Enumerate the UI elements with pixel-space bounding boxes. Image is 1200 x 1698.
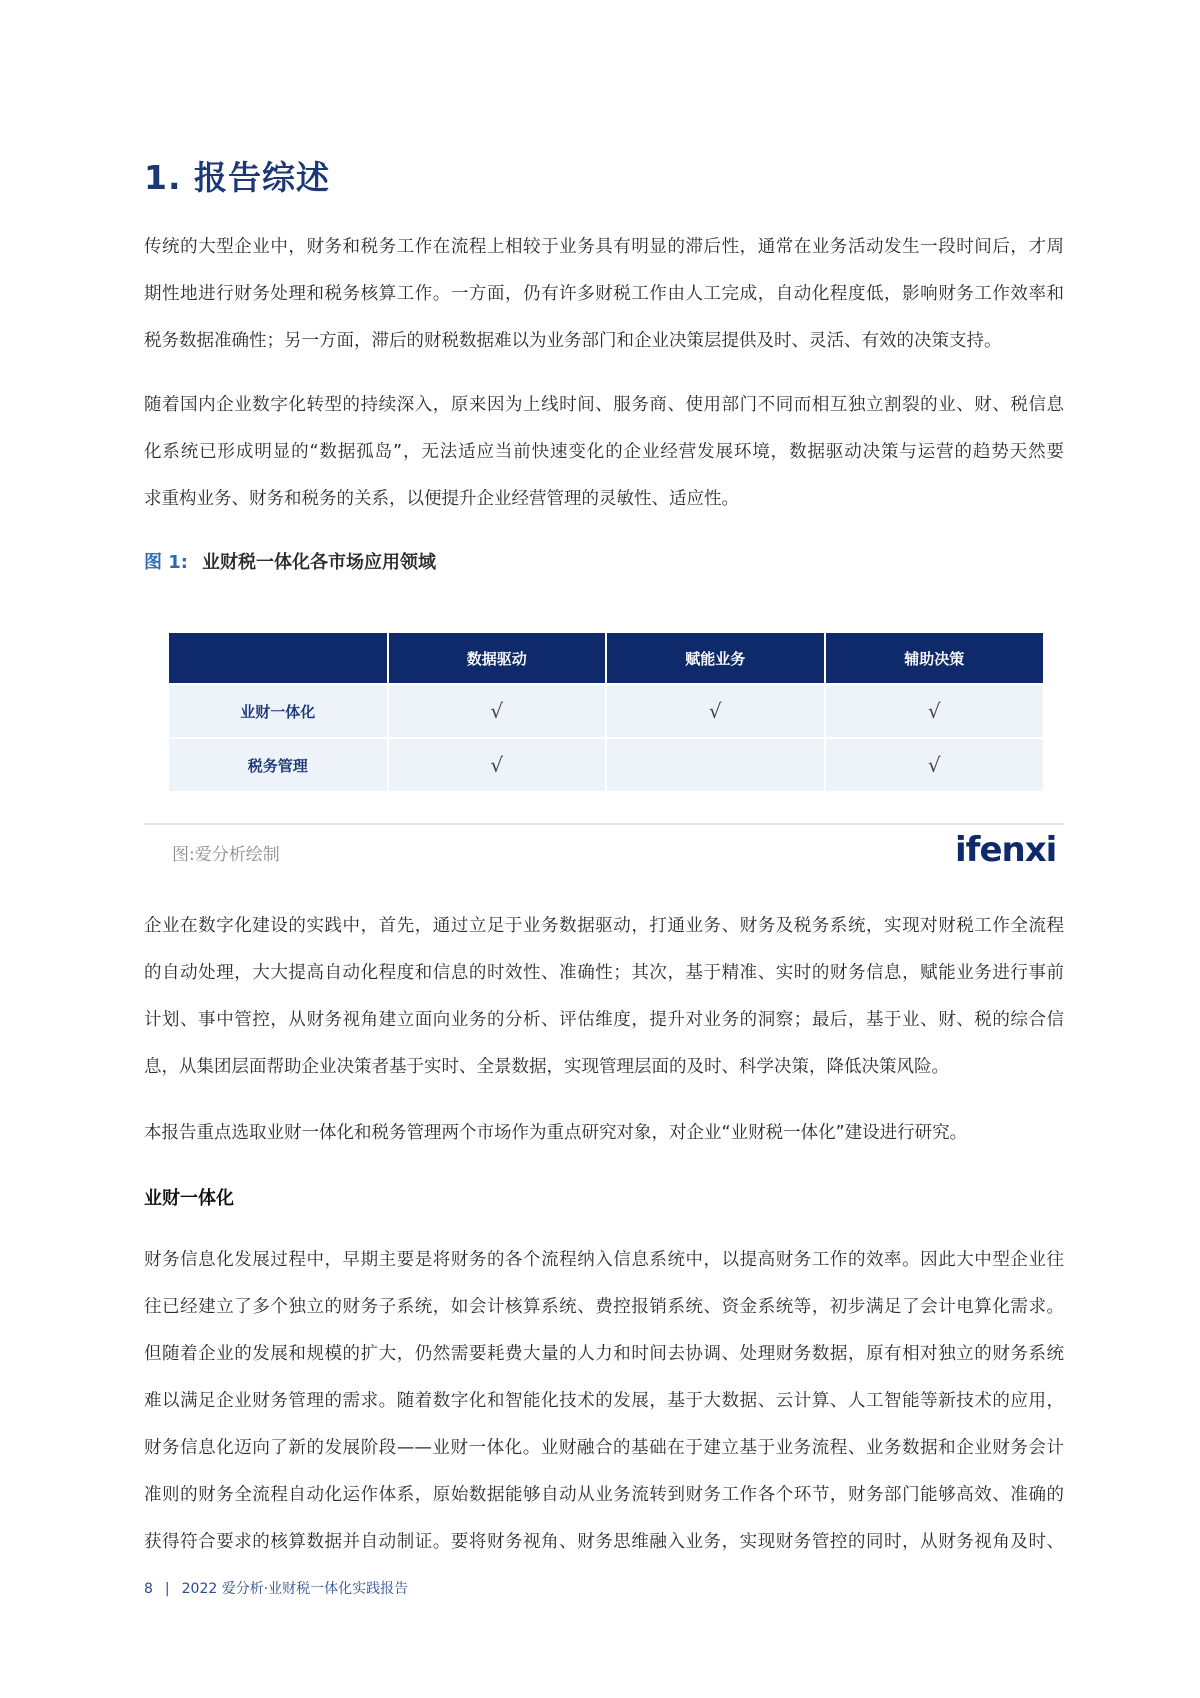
row-label: 税务管理 [169, 738, 388, 791]
text-line: 的自动处理，大大提高自动化程度和信息的时效性、准确性；其次，基于精准、实时的财务信息，赋能业务进行事前 [144, 963, 1064, 983]
row-label: 业财一体化 [169, 684, 388, 738]
check-icon: √ [825, 738, 1044, 791]
text-line: 本报告重点选取业财一体化和税务管理两个市场作为重点研究对象，对企业“业财税一体化”建设进行研究。 [144, 1123, 968, 1143]
text-line: 期性地进行财务处理和税务核算工作。一方面，仍有许多财税工作由人工完成，自动化程度低，影响财务工作效率和 [144, 284, 1064, 304]
page-footer [144, 1578, 408, 1598]
text-line: 化系统已形成明显的“数据孤岛”，无法适应当前快速变化的企业经营发展环境，数据驱动决策与运营的趋势天然要 [144, 442, 1064, 462]
paragraph-2 [144, 382, 1064, 523]
text-line: 准则的财务全流程自动化运作体系，原始数据能够自动从业务流转到财务工作各个环节，财务部门能够高效、准确的 [144, 1485, 1064, 1505]
check-icon: √ [388, 684, 607, 738]
document-title: 2022 爱分析·业财税一体化实践报告 [181, 1581, 409, 1597]
figure-source: 图:爱分析绘制 [172, 845, 280, 865]
table-header-row [169, 633, 1043, 684]
text-line: 往已经建立了多个独立的财务子系统，如会计核算系统、费控报销系统、资金系统等，初步满足了会计电算化需求。 [144, 1297, 1064, 1317]
text-line: 但随着企业的发展和规模的扩大，仍然需要耗费大量的人力和时间去协调、处理财务数据，原有相对独立的财务系统 [144, 1344, 1064, 1364]
check-icon: √ [606, 684, 825, 738]
header-cell: 赋能业务 [606, 633, 825, 684]
text-line: 随着国内企业数字化转型的持续深入，原来因为上线时间、服务商、使用部门不同而相互独立割裂的业、财、税信息 [144, 395, 1064, 415]
text-line: 企业在数字化建设的实践中，首先，通过立足于业务数据驱动，打通业务、财务及税务系统，实现对财税工作全流程 [144, 916, 1064, 936]
text-line: 传统的大型企业中，财务和税务工作在流程上相较于业务具有明显的滞后性，通常在业务活动发生一段时间后，才周 [144, 237, 1064, 257]
check-icon: √ [388, 738, 607, 791]
paragraph-1 [144, 224, 1064, 365]
page-number: 8 [144, 1581, 153, 1597]
empty-cell [606, 738, 825, 791]
paragraph-5 [144, 1237, 1064, 1566]
table-row [169, 738, 1043, 791]
footer-separator: | [164, 1581, 170, 1597]
figure-number: 图 1: [144, 552, 188, 573]
section-title: 1. 报告综述 [144, 158, 330, 197]
text-line: 财务信息化发展过程中，早期主要是将财务的各个流程纳入信息系统中，以提高财务工作的效率。因此大中型企业往 [144, 1250, 1064, 1270]
text-line: 税务数据准确性；另一方面，滞后的财税数据难以为业务部门和企业决策层提供及时、灵活、有效的决策支持。 [144, 331, 1002, 351]
header-cell [169, 633, 388, 684]
application-table [169, 633, 1043, 791]
paragraph-4 [144, 1110, 1064, 1157]
ifenxi-logo: ifenxi [955, 830, 1057, 870]
header-cell: 数据驱动 [388, 633, 607, 684]
text-line: 难以满足企业财务管理的需求。随着数字化和智能化技术的发展，基于大数据、云计算、人工智能等新技术的应用， [144, 1391, 1064, 1411]
text-line: 求重构业务、财务和税务的关系，以便提升企业经营管理的灵敏性、适应性。 [144, 489, 739, 509]
figure-caption [144, 548, 436, 574]
text-line: 财务信息化迈向了新的发展阶段——业财一体化。业财融合的基础在于建立基于业务流程、业务数据和企业财务会计 [144, 1438, 1064, 1458]
check-icon: √ [825, 684, 1044, 738]
paragraph-3 [144, 903, 1064, 1091]
figure-title: 业财税一体化各市场应用领域 [202, 552, 436, 573]
table-row [169, 684, 1043, 738]
text-line: 息，从集团层面帮助企业决策者基于实时、全景数据，实现管理层面的及时、科学决策，降低决策风险。 [144, 1057, 949, 1077]
header-cell: 辅助决策 [825, 633, 1044, 684]
text-line: 计划、事中管控，从财务视角建立面向业务的分析、评估维度，提升对业务的洞察；最后，基于业、财、税的综合信 [144, 1010, 1064, 1030]
subheading: 业财一体化 [144, 1188, 234, 1209]
divider [144, 823, 1064, 825]
text-line: 获得符合要求的核算数据并自动制证。要将财务视角、财务思维融入业务，实现财务管控的同时，从财务视角及时、 [144, 1532, 1064, 1552]
